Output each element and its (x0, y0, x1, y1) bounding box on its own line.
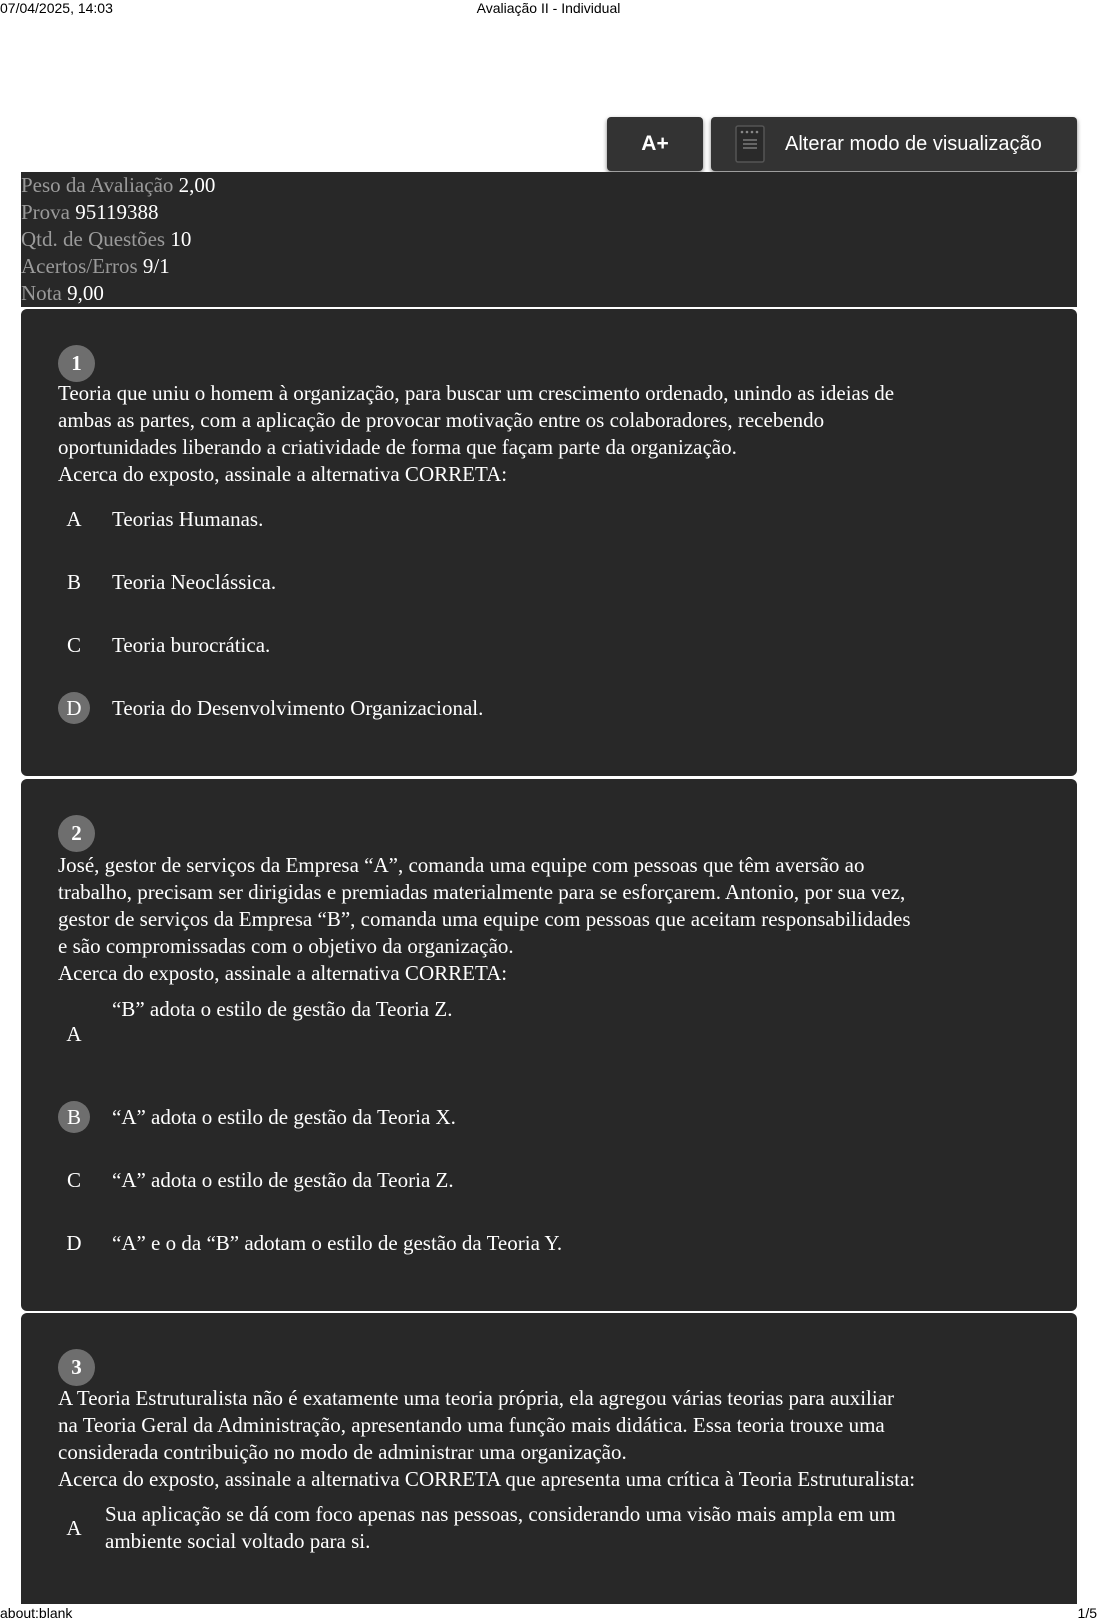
option-text[interactable]: “A” adota o estilo de gestão da Teoria X. (112, 1105, 456, 1129)
question-text-line: gestor de serviços da Empresa “B”, comanda uma equipe com pessoas que aceitam responsabilidades (58, 907, 911, 931)
option-text[interactable]: Teorias Humanas. (112, 507, 264, 531)
question-text-line: José, gestor de serviços da Empresa “A”, comanda uma equipe com pessoas que têm aversão ao (58, 853, 865, 877)
summary-row-grade (21, 280, 1077, 307)
summary-row-exam (21, 199, 1077, 226)
question-text-line: ambas as partes, com a aplicação de provocar motivação entre os colaboradores, recebendo (58, 408, 825, 432)
option-letter[interactable]: A (66, 1515, 82, 1540)
view-mode-label: Alterar modo de visualização (785, 132, 1042, 155)
option-letter[interactable]: C (66, 1167, 81, 1192)
option-letter[interactable]: D (66, 1230, 82, 1255)
option-text-line: ambiente social voltado para si. (105, 1529, 371, 1553)
summary-row-hits-misses (21, 253, 1077, 280)
question-number-badge: 3 (58, 1349, 95, 1386)
question-text-line: na Teoria Geral da Administração, apresentando uma função mais didática. Essa teoria trouxe uma (58, 1413, 885, 1437)
summary-label: Prova (21, 200, 70, 224)
question-number-badge: 1 (58, 345, 95, 382)
print-page-number: 1/5 (1077, 1605, 1097, 1621)
option-letter[interactable]: A (66, 1021, 82, 1046)
summary-value: 2,00 (178, 173, 216, 197)
question-text-line: Acerca do exposto, assinale a alternativa CORRETA que apresenta uma crítica à Teoria Estruturalista: (58, 1467, 916, 1491)
option-letter-selected[interactable]: B (58, 1101, 90, 1133)
summary-value: 9/1 (142, 254, 170, 278)
option-text[interactable]: “A” e o da “B” adotam o estilo de gestão da Teoria Y. (112, 1231, 563, 1255)
summary-value: 9,00 (67, 281, 104, 305)
summary-row-question-count (21, 226, 1077, 253)
font-increase-button[interactable]: A+ (607, 117, 703, 171)
question-text (58, 380, 1058, 488)
option-text[interactable]: “B” adota o estilo de gestão da Teoria Z. (112, 997, 453, 1021)
question-text-line: considerada contribuição no modo de administrar uma organização. (58, 1440, 627, 1464)
question-text (58, 852, 1058, 987)
option-letter-selected[interactable]: D (58, 692, 90, 724)
question-text-line: trabalho, precisam ser dirigidas e premiadas materialmente para se esforçarem. Antonio, por sua vez, (58, 880, 906, 904)
question-text-line: Acerca do exposto, assinale a alternativa CORRETA: (58, 462, 508, 486)
question-text (58, 1385, 1058, 1493)
question-text-line: Teoria que uniu o homem à organização, para buscar um crescimento ordenado, unindo as ideias de (58, 381, 895, 405)
question-card (21, 1313, 1077, 1604)
print-header (0, 0, 1097, 18)
option-letter[interactable]: B (66, 569, 81, 594)
option-text[interactable]: Teoria burocrática. (112, 633, 271, 657)
summary-value: 95119388 (75, 200, 159, 224)
option-text[interactable]: Teoria Neoclássica. (112, 570, 277, 594)
option-letter[interactable]: A (66, 506, 82, 531)
question-text-line: e são compromissadas com o objetivo da organização. (58, 934, 514, 958)
summary-value: 10 (170, 227, 192, 251)
summary-row-weight (21, 172, 1077, 199)
option-text[interactable]: “A” adota o estilo de gestão da Teoria Z. (112, 1168, 454, 1192)
question-card (21, 779, 1077, 1311)
summary-label: Acertos/Erros (21, 254, 138, 278)
print-footer (0, 1603, 1097, 1621)
question-card (21, 309, 1077, 776)
exam-summary (21, 172, 1077, 307)
question-text-line: oportunidades liberando a criatividade de forma que façam parte da organização. (58, 435, 737, 459)
option-text-line: Sua aplicação se dá com foco apenas nas pessoas, considerando uma visão mais ampla em um (105, 1502, 896, 1526)
print-datetime: 07/04/2025, 14:03 (0, 0, 113, 16)
option-letter[interactable]: C (66, 632, 81, 657)
print-url: about:blank (0, 1605, 73, 1621)
document-icon (735, 125, 765, 163)
summary-label: Peso da Avaliação (21, 173, 174, 197)
option-text[interactable] (105, 1501, 1035, 1555)
summary-label: Qtd. de Questões (21, 227, 166, 251)
question-text-line: Acerca do exposto, assinale a alternativa CORRETA: (58, 961, 508, 985)
print-title: Avaliação II - Individual (476, 0, 621, 16)
question-text-line: A Teoria Estruturalista não é exatamente uma teoria própria, ela agregou várias teorias para auxiliar (58, 1386, 895, 1410)
view-mode-button[interactable] (711, 117, 1077, 171)
option-text[interactable]: Teoria do Desenvolvimento Organizacional. (112, 696, 484, 720)
summary-label: Nota (21, 281, 62, 305)
question-number-badge: 2 (58, 815, 95, 852)
